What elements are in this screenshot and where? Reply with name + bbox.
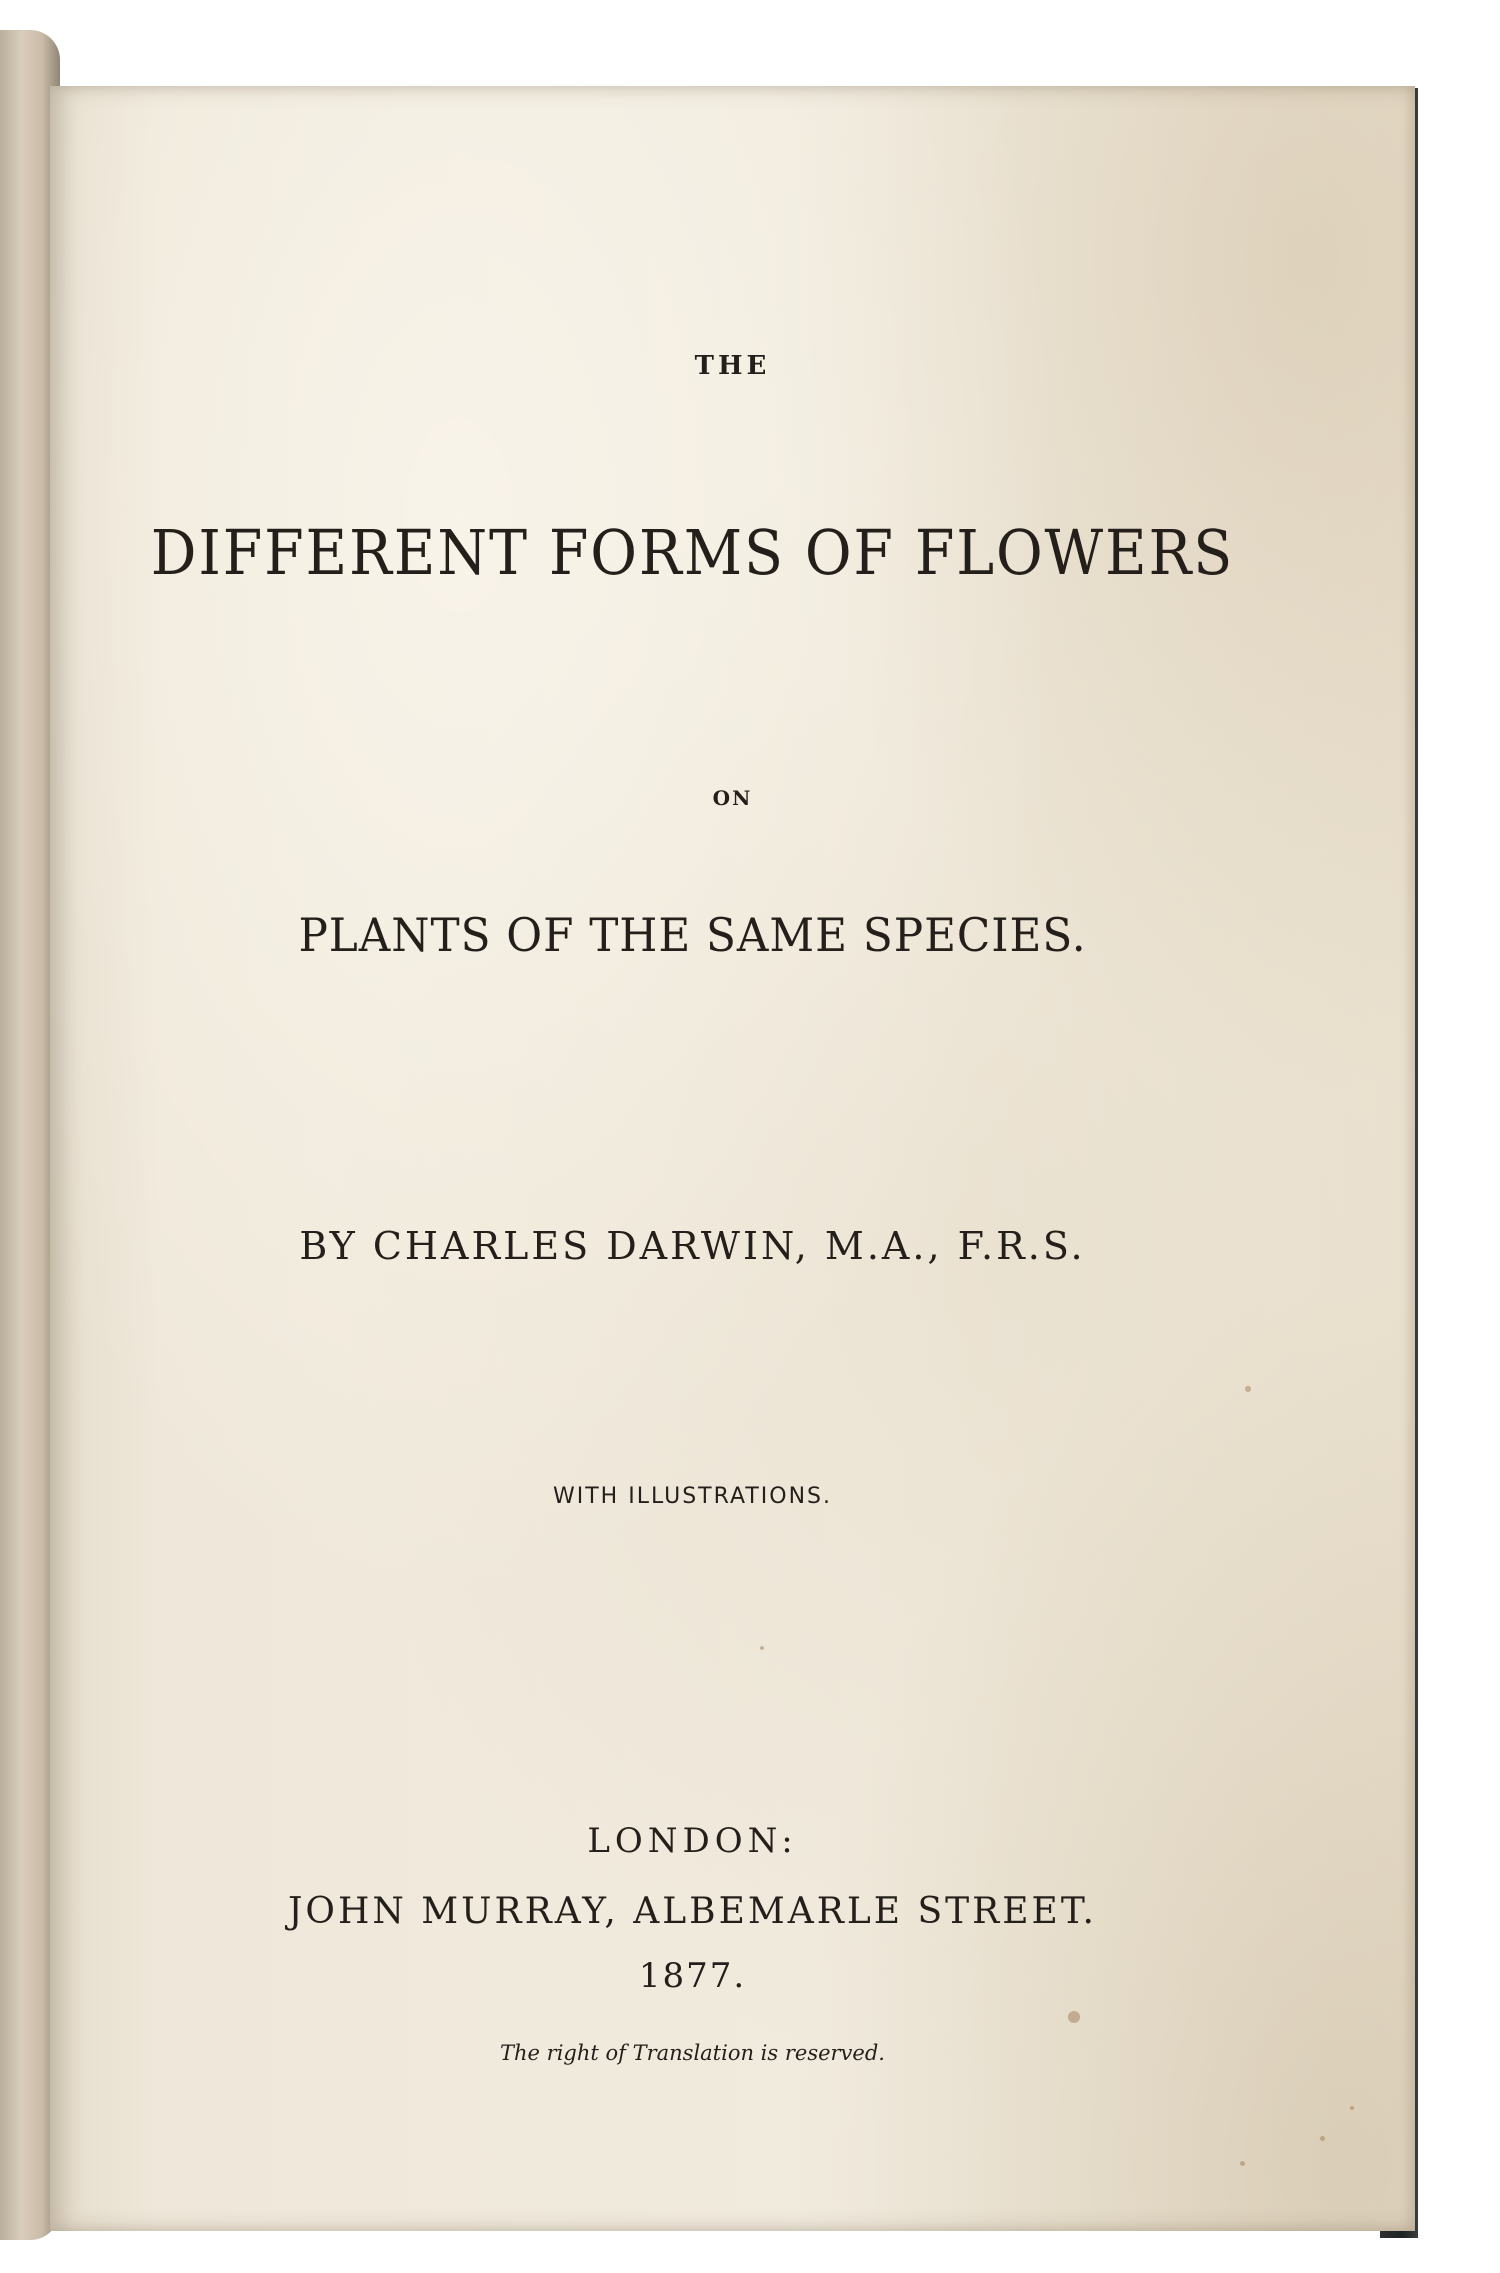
foxing-spot bbox=[1240, 2161, 1245, 2166]
rights-notice: The right of Translation is reserved. bbox=[500, 2041, 885, 2065]
title-article: THE bbox=[694, 351, 771, 381]
title-page bbox=[50, 86, 1415, 2231]
main-title: DIFFERENT FORMS OF FLOWERS bbox=[150, 516, 1235, 589]
foxing-spot bbox=[1320, 2136, 1325, 2141]
foxing-spot bbox=[1245, 1386, 1251, 1392]
foxing-spot bbox=[760, 1646, 764, 1650]
title-connector: ON bbox=[712, 786, 753, 810]
illustrations-note: WITH ILLUSTRATIONS. bbox=[552, 1484, 833, 1509]
imprint-publisher: JOHN MURRAY, ALBEMARLE STREET. bbox=[288, 1891, 1097, 1932]
imprint-place: LONDON: bbox=[587, 1821, 798, 1861]
author-line: BY CHARLES DARWIN, M.A., F.R.S. bbox=[299, 1224, 1086, 1268]
foxing-spot bbox=[1350, 2106, 1354, 2110]
foxing-spot bbox=[1068, 2011, 1080, 2023]
subtitle: PLANTS OF THE SAME SPECIES. bbox=[298, 908, 1087, 962]
imprint-year: 1877. bbox=[638, 1956, 747, 1996]
